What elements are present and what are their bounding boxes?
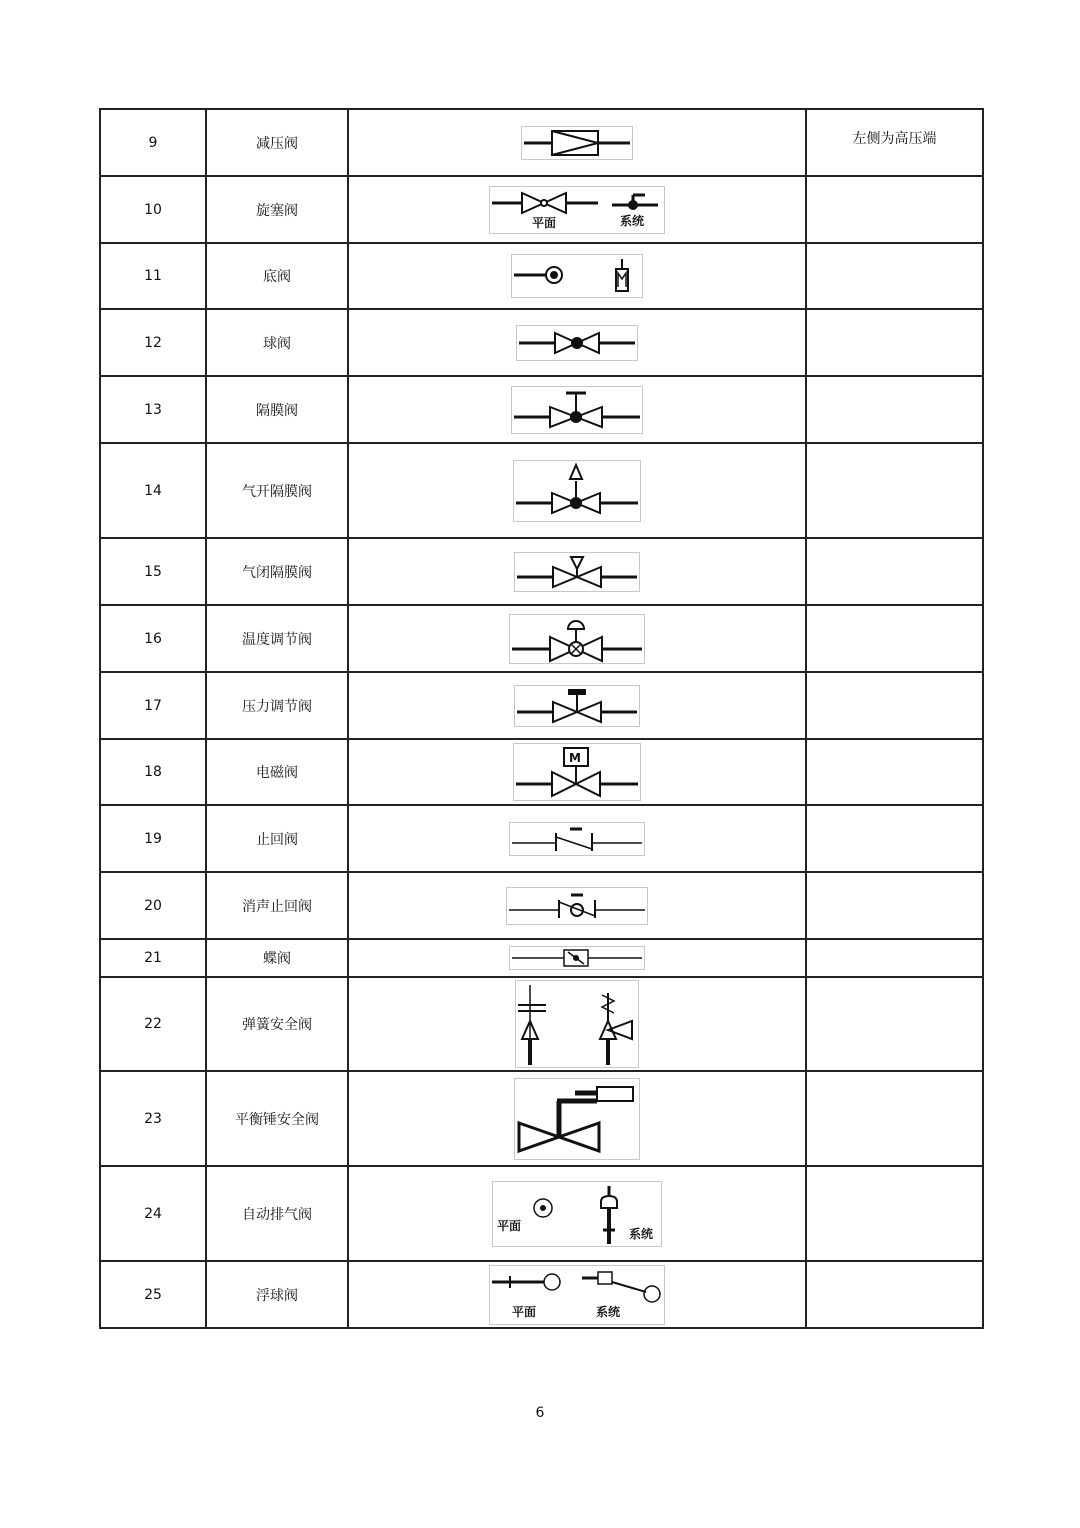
valve-name: 温度调节阀 <box>206 605 348 672</box>
system-label: 系统 <box>596 1304 621 1319</box>
note-text <box>807 177 982 195</box>
symbol-cell <box>348 739 806 805</box>
note-cell <box>806 309 983 376</box>
solenoid-valve-icon <box>513 743 641 801</box>
motor-label: M <box>569 751 581 765</box>
table-row <box>100 739 983 805</box>
table-row <box>100 605 983 672</box>
valve-name: 弹簧安全阀 <box>206 977 348 1071</box>
table-row <box>100 1071 983 1166</box>
note-cell <box>806 805 983 872</box>
silent-check-valve-icon <box>506 887 648 925</box>
note-cell <box>806 109 983 176</box>
table-row <box>100 109 983 176</box>
row-number: 18 <box>100 739 206 805</box>
note-text <box>807 873 982 891</box>
system-label: 系统 <box>620 213 645 228</box>
symbol-cell <box>348 1261 806 1328</box>
table-row <box>100 243 983 309</box>
symbol-cell <box>348 1166 806 1261</box>
row-number: 20 <box>100 872 206 939</box>
symbol-cell <box>348 309 806 376</box>
row-number: 14 <box>100 443 206 538</box>
table-row <box>100 1166 983 1261</box>
note-text <box>807 1262 982 1280</box>
system-label: 系统 <box>629 1226 654 1241</box>
note-cell <box>806 376 983 443</box>
plug-valve-icon <box>489 186 665 234</box>
note-text <box>807 244 982 262</box>
note-cell <box>806 977 983 1071</box>
note-cell <box>806 1261 983 1328</box>
valve-name: 蝶阀 <box>206 939 348 977</box>
row-number: 17 <box>100 672 206 739</box>
row-number: 25 <box>100 1261 206 1328</box>
row-number: 16 <box>100 605 206 672</box>
row-number: 22 <box>100 977 206 1071</box>
valve-name: 气闭隔膜阀 <box>206 538 348 605</box>
note-text <box>807 1167 982 1185</box>
note-cell <box>806 1071 983 1166</box>
row-number: 21 <box>100 939 206 977</box>
table-row <box>100 443 983 538</box>
row-number: 15 <box>100 538 206 605</box>
row-number: 11 <box>100 243 206 309</box>
valve-name: 自动排气阀 <box>206 1166 348 1261</box>
note-text <box>807 310 982 328</box>
note-text <box>807 940 982 958</box>
row-number: 13 <box>100 376 206 443</box>
table-row <box>100 805 983 872</box>
note-text <box>807 377 982 395</box>
symbol-cell <box>348 243 806 309</box>
note-cell <box>806 176 983 243</box>
note-cell <box>806 872 983 939</box>
row-number: 23 <box>100 1071 206 1166</box>
valve-name: 压力调节阀 <box>206 672 348 739</box>
valve-symbol-table <box>99 108 984 1329</box>
note-text <box>807 606 982 624</box>
valve-name: 隔膜阀 <box>206 376 348 443</box>
temperature-control-valve-icon <box>509 614 645 664</box>
valve-name: 消声止回阀 <box>206 872 348 939</box>
note-text <box>807 978 982 996</box>
table-row <box>100 538 983 605</box>
symbol-cell <box>348 872 806 939</box>
row-number: 10 <box>100 176 206 243</box>
valve-name: 减压阀 <box>206 109 348 176</box>
note-cell <box>806 939 983 977</box>
weight-safety-valve-icon <box>514 1078 640 1160</box>
table-row <box>100 977 983 1071</box>
note-text <box>807 673 982 691</box>
note-cell <box>806 243 983 309</box>
check-valve-icon <box>509 822 645 856</box>
symbol-cell <box>348 176 806 243</box>
table-row <box>100 309 983 376</box>
foot-valve-icon <box>511 254 643 298</box>
table-row <box>100 872 983 939</box>
pressure-control-valve-icon <box>514 685 640 727</box>
air-close-diaphragm-valve-icon <box>514 552 640 592</box>
symbol-cell <box>348 376 806 443</box>
auto-air-vent-valve-icon <box>492 1181 662 1247</box>
symbol-cell <box>348 605 806 672</box>
valve-name: 止回阀 <box>206 805 348 872</box>
valve-name: 球阀 <box>206 309 348 376</box>
symbol-cell <box>348 805 806 872</box>
plan-label: 平面 <box>497 1218 522 1233</box>
valve-name: 底阀 <box>206 243 348 309</box>
note-cell <box>806 538 983 605</box>
valve-name: 旋塞阀 <box>206 176 348 243</box>
plan-label: 平面 <box>512 1304 537 1319</box>
note-text <box>807 1072 982 1090</box>
note-text <box>807 806 982 824</box>
note-cell <box>806 443 983 538</box>
symbol-cell <box>348 672 806 739</box>
row-number: 9 <box>100 109 206 176</box>
symbol-cell <box>348 109 806 176</box>
valve-name: 电磁阀 <box>206 739 348 805</box>
spring-safety-valve-icon <box>515 980 639 1068</box>
symbol-cell <box>348 939 806 977</box>
valve-name: 平衡锤安全阀 <box>206 1071 348 1166</box>
row-number: 12 <box>100 309 206 376</box>
symbol-cell <box>348 977 806 1071</box>
symbol-cell <box>348 538 806 605</box>
valve-name: 气开隔膜阀 <box>206 443 348 538</box>
note-cell <box>806 605 983 672</box>
plan-label: 平面 <box>532 215 557 230</box>
diaphragm-valve-icon <box>511 386 643 434</box>
note-cell <box>806 739 983 805</box>
row-number: 24 <box>100 1166 206 1261</box>
note-cell <box>806 1166 983 1261</box>
float-valve-icon <box>489 1265 665 1325</box>
note-cell <box>806 672 983 739</box>
butterfly-valve-icon <box>509 946 645 970</box>
row-number: 19 <box>100 805 206 872</box>
table-row <box>100 176 983 243</box>
note-text <box>807 444 982 462</box>
air-open-diaphragm-valve-icon <box>513 460 641 522</box>
pressure-reducing-valve-icon <box>521 126 633 160</box>
valve-name: 浮球阀 <box>206 1261 348 1328</box>
table-row <box>100 672 983 739</box>
note-text <box>807 740 982 758</box>
table-row <box>100 1261 983 1328</box>
note-text <box>807 539 982 557</box>
table-row <box>100 376 983 443</box>
symbol-cell <box>348 443 806 538</box>
table-row <box>100 939 983 977</box>
ball-valve-icon <box>516 325 638 361</box>
note-text: 左侧为高压端 <box>852 131 937 147</box>
symbol-cell <box>348 1071 806 1166</box>
page-number: 6 <box>535 1405 545 1421</box>
